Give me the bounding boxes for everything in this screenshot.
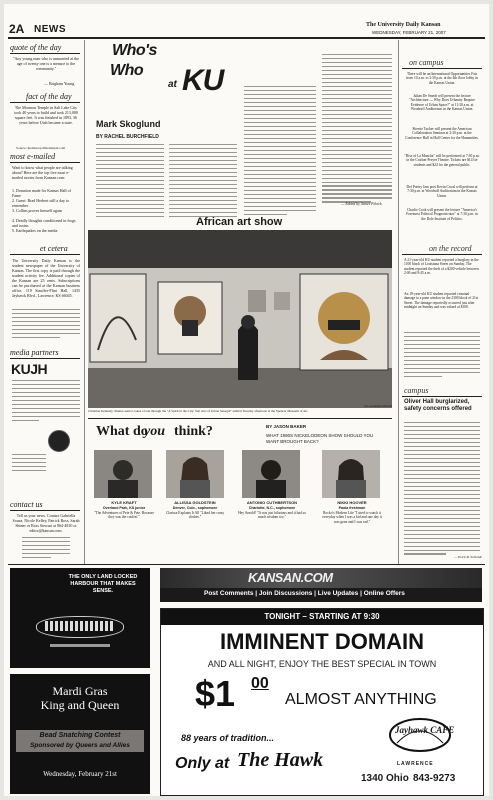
oncampus-head: on campus bbox=[409, 58, 444, 67]
oncampus-item: Sherrie Tucker will present the American Collaboration Seminar at 3:30 p.m. at the Conference Hall in Hall Center for the Humanities. bbox=[405, 127, 479, 140]
poll-photo-3 bbox=[242, 450, 300, 498]
photo-title: African art show bbox=[196, 216, 283, 228]
photo-credit: Joe Goering/KANSAN bbox=[364, 404, 392, 408]
the-hawk-logo: The Hawk bbox=[237, 749, 324, 771]
oncampus-item: Charlie Cook will present the lecture "America's Foremost Political Prognosticator" at 7:30 p.m. in the Dole Institute of Politics. bbox=[406, 208, 478, 221]
imminent-time: TONIGHT – STARTING AT 9:30 bbox=[264, 612, 380, 621]
poll-name: KYLE KRAFT bbox=[111, 500, 137, 505]
kansan-com-banner[interactable] bbox=[160, 568, 482, 602]
jayhawk-cafe-text: Jayhawk CAFE bbox=[395, 725, 455, 735]
fact-head: fact of the day bbox=[26, 92, 72, 101]
poll-top-rule bbox=[88, 418, 392, 419]
quote-text: "Any young man who is unmarried at the age of twenty one is a menace to the community." bbox=[12, 56, 80, 71]
feature-subject: Mark Skoglund bbox=[96, 119, 161, 129]
kjhk-logo bbox=[48, 430, 70, 452]
hawk-address: 1340 Ohio bbox=[361, 773, 409, 784]
emailed-item[interactable]: 1. Donation made for Kansas Hall of Fame bbox=[12, 188, 71, 198]
mardi-line2: King and Queen bbox=[40, 698, 120, 712]
campus-rule bbox=[402, 396, 482, 397]
campus-story bbox=[404, 422, 480, 557]
ad-top-rule bbox=[8, 564, 485, 565]
feature-byline: BY RACHEL BURCHFIELD bbox=[96, 134, 159, 140]
section-title: NEWS bbox=[34, 24, 66, 35]
poll-head-pre: What do bbox=[96, 424, 148, 439]
imminent-title: IMMINENT DOMAIN bbox=[219, 629, 425, 654]
fact-text: The Mormon Temple in Salt Lake City took 40 years to build and took 213,000 square feet. It was finished in 1893, 36 years before Utah became a state. bbox=[14, 105, 78, 125]
lawrence-label: LAWRENCE bbox=[397, 761, 434, 767]
oncampus-item: There will be an International Opportunities Fair from 10 a.m. to 3:30 p.m. at the 4th floor lobby in the Kansas Union. bbox=[406, 72, 478, 85]
newspaper-page bbox=[4, 4, 489, 796]
poll-question: WHAT 1990S NICKELODEON SHOW SHOULD YOU WANT BROUGHT BACK? bbox=[266, 433, 374, 444]
poll-quote: Hey Arnold! "It was just hilarious and it had so much wisdom too." bbox=[238, 511, 306, 520]
quote-attribution: — Brigham Young bbox=[44, 81, 75, 86]
feature-edited-by: — Edited by James Pilcick bbox=[341, 202, 382, 206]
poll-name: ANTONIO CUTHBERTSON bbox=[246, 500, 298, 505]
quote-head: quote of the day bbox=[10, 43, 62, 52]
quote-rule bbox=[10, 53, 80, 54]
poll-head-post: think? bbox=[174, 424, 213, 439]
feature-col-2 bbox=[169, 144, 237, 220]
oncampus-item: Julian De Smedt will present the lecture "Architecture — Why Does Urbanity Require Evidence of Urban Space?" at 11:30 a.m. at Woodruff Auditorium in the Kansas Union. bbox=[409, 94, 475, 111]
fact-rule bbox=[10, 102, 80, 103]
imminent-domain-ad[interactable] bbox=[160, 608, 484, 796]
contact-head: contact us bbox=[10, 500, 43, 509]
mardi-line1: Mardi Gras bbox=[52, 684, 108, 698]
poll-info: Denver, Colo., sophomore bbox=[172, 506, 218, 510]
poll-head-you: you bbox=[144, 424, 165, 439]
etcetera-text: The University Daily Kansan is the student newspaper of the University of Kansas. The first copy is paid through the student activity fee. Additional copies of the Kansan are 25 cents. Subscriptions can be purchased at the Kansan business office, 119 Stauffer-Flint Hall, 1435 Jayhawk Blvd., Lawrence, KS 66045. bbox=[12, 258, 80, 298]
fact-source: Source: thehistoryofthetemple.com bbox=[16, 146, 66, 150]
imminent-cents: 00 bbox=[251, 675, 269, 692]
record-item: A 21-year-old KU student reported a burglary in the 1100 block of Louisiana Street on Sunday. The student reported the theft of a $200 vehicle between 2:00 and 9:45 a.m. bbox=[404, 258, 479, 275]
most-emailed-head: most e-mailed bbox=[10, 152, 56, 161]
poll-photo-1 bbox=[94, 450, 152, 498]
african-art-photo bbox=[88, 230, 392, 408]
harbour-lights-ad[interactable] bbox=[10, 568, 150, 668]
emailed-intro: Want to know what people are talking about? Here are the top five most e-mailed stories from Kansan.com: bbox=[12, 165, 73, 180]
right-column-divider bbox=[398, 40, 399, 564]
oncampus-item: Def Poetry Jam poet Kevin Coval will perform at 7:30 p.m. at Woodruff Auditorium in the Kansas Union. bbox=[406, 185, 478, 198]
emailed-item[interactable]: 3. Collins proves himself again bbox=[12, 208, 62, 213]
poll-name: NIKKI HOOVER bbox=[337, 500, 367, 505]
record-head: on the record bbox=[429, 244, 472, 253]
harbour-address bbox=[50, 644, 110, 647]
contact-addresses bbox=[22, 537, 70, 561]
only-at: Only at bbox=[175, 755, 230, 772]
poll-photo-2 bbox=[166, 450, 224, 498]
emailed-item[interactable]: 5. Earthquakes on the media bbox=[12, 228, 58, 233]
poll-quote: Rocko's Modern Life "I used to watch it everyday when I was a kid and one day it was gone and I was sad." bbox=[322, 511, 382, 524]
emailed-item[interactable]: 4. Deadly thoughts conditioned in frogs and toxins bbox=[12, 218, 76, 228]
media-partners-head: media partners bbox=[10, 348, 59, 357]
imminent-sub: AND ALL NIGHT, ENJOY THE BEST SPECIAL IN TOWN bbox=[207, 659, 437, 669]
feature-col-4 bbox=[322, 54, 392, 205]
title-ku: KU bbox=[182, 64, 224, 97]
poll-info: Overland Park, KS junior bbox=[102, 506, 146, 510]
harbour-lights-logo bbox=[36, 616, 124, 638]
oncampus-item: "Rise of La Mancha" will be performed at 7:30 p.m. in the Crafton-Preyer Theatre. Tickets are $14 for students and $24 for the general public. bbox=[404, 154, 480, 167]
masthead-rule bbox=[8, 37, 485, 39]
imminent-almost: ALMOST ANYTHING bbox=[285, 691, 437, 708]
poll-quote: "The Adventures of Pete & Pete. Because they was the coolest." bbox=[94, 511, 154, 520]
mardi-gras-ad[interactable] bbox=[10, 674, 150, 794]
poll-photo-4 bbox=[322, 450, 380, 498]
title-at: at bbox=[168, 79, 177, 90]
mardi-contest: Bead Snatching Contest bbox=[39, 732, 121, 739]
issue-date: WEDNESDAY, FEBRUARY 21, 2007 bbox=[372, 30, 446, 35]
kansan-com-links[interactable]: Post Comments | Join Discussions | Live Updates | Online Offers bbox=[204, 590, 405, 597]
title-whos: Who's bbox=[112, 42, 157, 59]
kansan-com-logo: KANSAN.COM bbox=[248, 570, 333, 585]
campus-headline: Oliver Hall burglarized, safety concerns offered bbox=[404, 399, 472, 412]
poll-quote: Clarissa Explains It All "Liked her crazy clothes." bbox=[165, 511, 225, 520]
contact-rule bbox=[10, 510, 80, 511]
photo-caption: Christian Kennedy, Shutter-senior, takes a look through the "A Spirit in the City: Salt Arts of Urban Senegal" exhibit Tuesday afternoon at the Spencer Museum of Art. bbox=[88, 409, 309, 413]
harbour-slogan: THE ONLY LAND LOCKED HARBOUR THAT MAKES SENSE. bbox=[68, 574, 138, 594]
oncampus-rule bbox=[402, 68, 482, 69]
page-number: 2A bbox=[9, 22, 25, 36]
contact-text: Tell us your news. Contact Gabriella Souza, Nicole Kelley, Patrick Ross, Sarah Shiner or Ross Stewart at 864-4810 or editor@kansan.com. bbox=[12, 513, 80, 533]
kujh-logo: KUJH bbox=[11, 361, 48, 377]
poll-info: Charlotte, N.C., sophomore bbox=[248, 506, 296, 510]
etcetera-body bbox=[12, 309, 80, 341]
media-rule bbox=[10, 358, 80, 359]
poll-info: Paola freshman bbox=[338, 506, 366, 510]
title-who: Who bbox=[110, 62, 144, 79]
hawk-phone: 843-9273 bbox=[413, 773, 456, 784]
mardi-date: Wednesday, February 21st bbox=[43, 770, 117, 778]
campus-head: campus bbox=[404, 386, 429, 395]
campus-byline: — Erick R. Schmidt bbox=[454, 555, 482, 559]
emailed-rule bbox=[10, 162, 80, 163]
etcetera-head: et cetera bbox=[40, 244, 68, 253]
record-rule bbox=[402, 254, 482, 255]
record-more bbox=[404, 332, 480, 380]
mardi-sponsor: Sponsored by Queers and Allies bbox=[30, 742, 130, 749]
etcetera-rule bbox=[10, 254, 80, 255]
left-column-divider bbox=[84, 40, 85, 564]
feature-col-1 bbox=[96, 144, 164, 220]
poll-name: ALLISSA GOLDSTEIN bbox=[174, 500, 216, 505]
tradition: 88 years of tradition... bbox=[181, 733, 275, 743]
media-text-2 bbox=[12, 454, 46, 474]
paper-name: The University Daily Kansan bbox=[366, 22, 441, 28]
feature-title-graphic bbox=[92, 42, 156, 122]
feature-col-3 bbox=[244, 86, 316, 217]
media-text bbox=[12, 380, 80, 424]
record-item: An 18-year-old KU student reported criminal damage to a pane window in the 2300 block of 21st Street. The damage reportedly occurred just after midnight on Sunday and was valued at $100. bbox=[404, 292, 479, 309]
imminent-price: $1 bbox=[195, 673, 236, 714]
emailed-item[interactable]: 2. Guest: Brad Herbert still a day to remember bbox=[12, 198, 70, 208]
poll-byline: BY JASON BAKER bbox=[266, 424, 307, 429]
jayhawk-cafe-logo bbox=[387, 715, 453, 759]
